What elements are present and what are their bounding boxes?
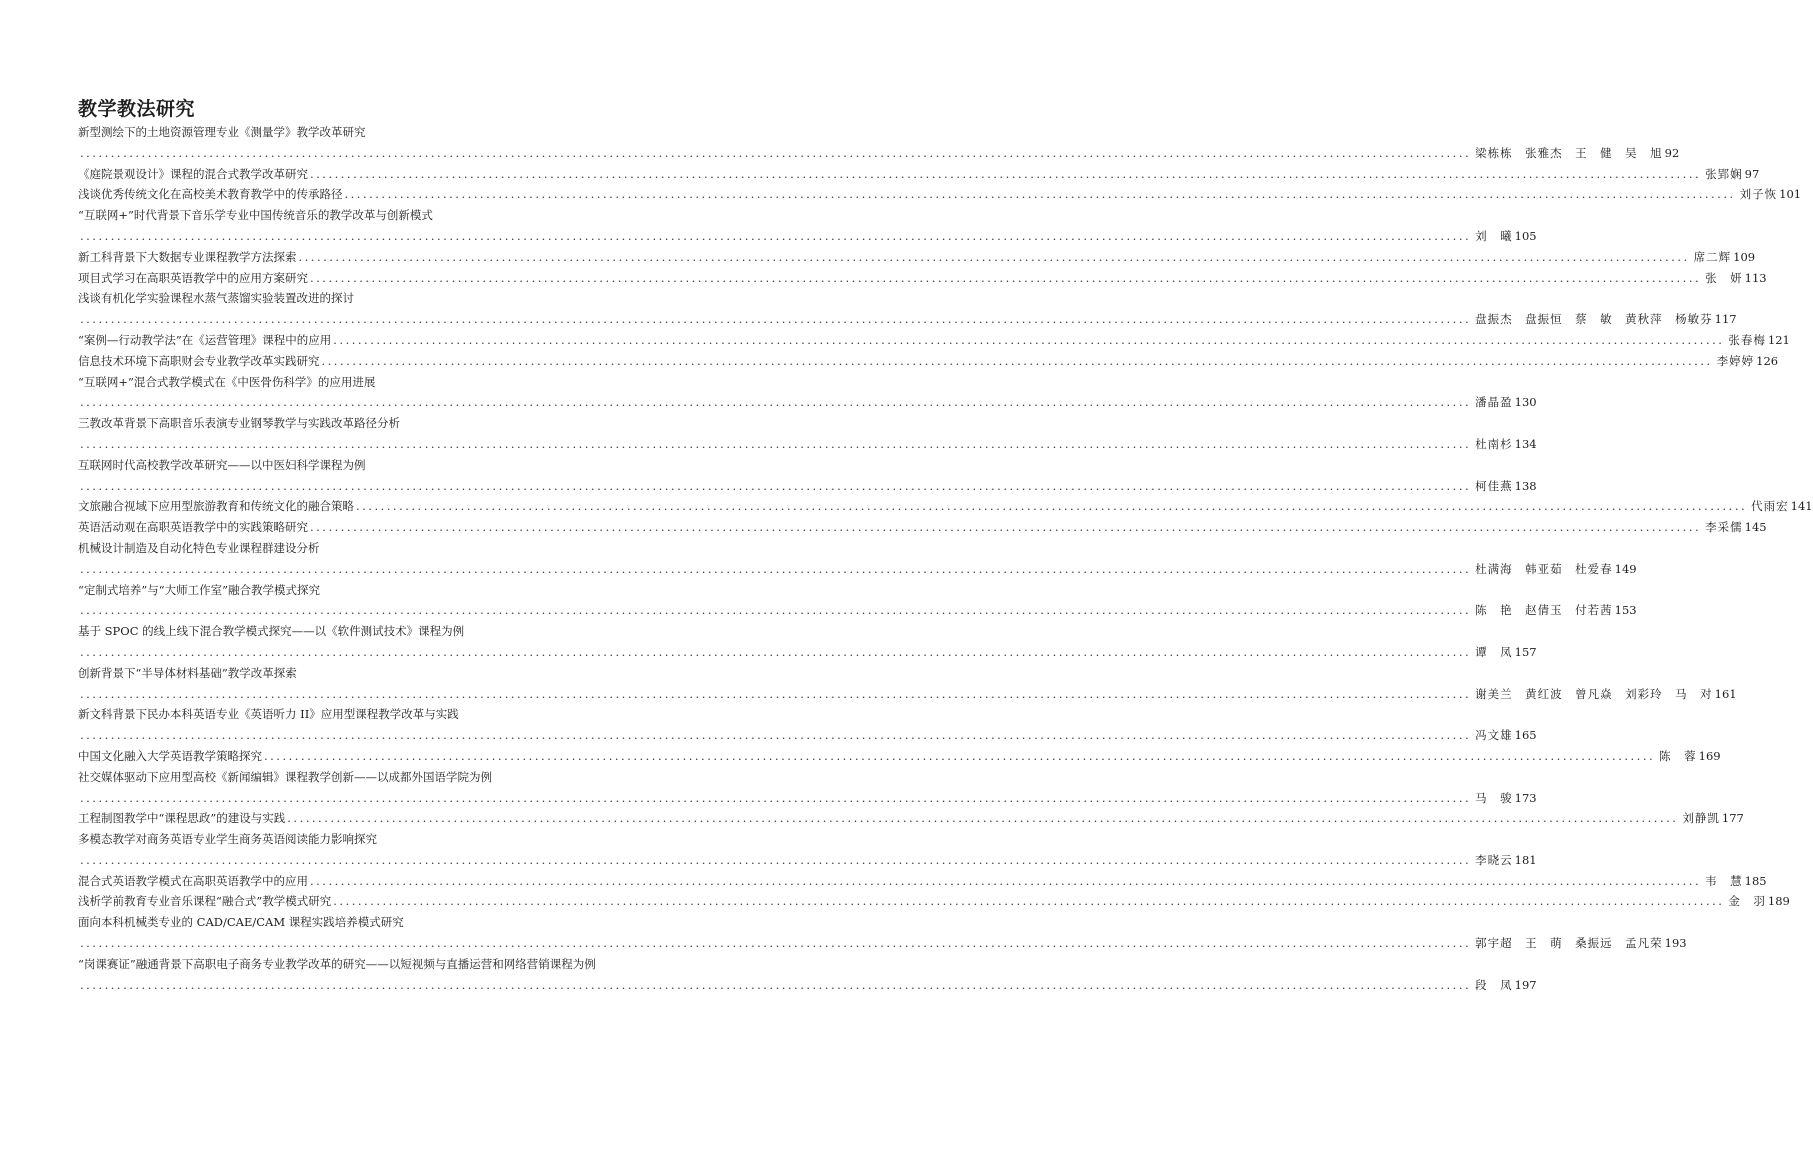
- toc-entry[interactable]: [78, 288, 1737, 330]
- entry-leader-line: [78, 247, 1756, 268]
- entry-leader-line: [78, 268, 1767, 289]
- section-title: 教学教法研究: [78, 98, 196, 120]
- entry-leader-line: [78, 226, 1537, 247]
- toc-entry[interactable]: [78, 808, 1744, 829]
- toc-entry[interactable]: [78, 517, 1767, 538]
- entry-authors: 梁栋栋 张雅杰 王 健 吴 旭: [1475, 145, 1663, 160]
- entry-authors: 杜满海 韩亚茹 杜爱春: [1475, 561, 1613, 576]
- dot-leader: [322, 351, 1713, 372]
- dot-leader: [80, 476, 1471, 497]
- entry-leader-line: [78, 871, 1767, 892]
- entry-title: 多模态教学对商务英语专业学生商务英语阅读能力影响探究: [78, 832, 377, 847]
- entry-authors: 李晓云: [1475, 852, 1513, 867]
- entry-authors: 陈 艳 赵倩玉 付若茜: [1475, 603, 1613, 618]
- entry-leader-line: [78, 600, 1637, 621]
- entry-leader-line: [78, 164, 1760, 185]
- toc-entry[interactable]: [78, 205, 1537, 247]
- entry-leader-line: [78, 808, 1744, 829]
- toc-entry[interactable]: [78, 871, 1767, 892]
- entry-leader-line: [78, 392, 1537, 413]
- entry-title: 新文科背景下民办本科英语专业《英语听力 II》应用型课程教学改革与实践: [78, 707, 459, 722]
- entry-title: 浅谈优秀传统文化在高校美术教育教学中的传承路径: [78, 187, 343, 202]
- dot-leader: [333, 330, 1724, 351]
- entry-title: 浅析学前教育专业音乐课程“融合式”教学模式研究: [78, 894, 332, 909]
- dot-leader: [80, 850, 1471, 871]
- toc-entry[interactable]: [78, 496, 1813, 517]
- entry-title: 基于 SPOC 的线上线下混合教学模式探究——以《软件测试技术》课程为例: [78, 624, 465, 639]
- entry-title: 《庭院景观设计》课程的混合式教学改革研究: [78, 166, 308, 181]
- entry-page-number: 169: [1698, 748, 1721, 763]
- toc-entry[interactable]: [78, 704, 1537, 746]
- toc-list: [78, 122, 1813, 995]
- entry-page-number: 141: [1790, 499, 1813, 514]
- entry-page-number: 109: [1733, 249, 1756, 264]
- dot-leader: [80, 788, 1471, 809]
- entry-title: 新工科背景下大数据专业课程教学方法探索: [78, 249, 297, 264]
- entry-leader-line: [78, 434, 1537, 455]
- dot-leader: [80, 725, 1471, 746]
- entry-title: “互联网+”混合式教学模式在《中医骨伤科学》的应用进展: [78, 374, 376, 389]
- entry-page-number: 149: [1614, 561, 1637, 576]
- dot-leader: [310, 871, 1701, 892]
- entry-title: 互联网时代高校教学改革研究——以中医妇科学课程为例: [78, 457, 366, 472]
- dot-leader: [80, 642, 1471, 663]
- dot-leader: [310, 164, 1701, 185]
- dot-leader: [310, 268, 1701, 289]
- entry-leader-line: [78, 496, 1813, 517]
- entry-title: 混合式英语教学模式在高职英语教学中的应用: [78, 873, 308, 888]
- entry-title: 信息技术环境下高职财会专业教学改革实践研究: [78, 353, 320, 368]
- entry-leader-line: [78, 642, 1537, 663]
- entry-page-number: 197: [1514, 977, 1537, 992]
- entry-authors: 张 妍: [1705, 270, 1743, 285]
- toc-entry[interactable]: [78, 164, 1760, 185]
- entry-authors: 冯文雄: [1475, 728, 1513, 743]
- toc-entry[interactable]: [78, 663, 1737, 705]
- entry-page-number: 189: [1767, 894, 1790, 909]
- entry-page-number: 177: [1721, 811, 1744, 826]
- entry-title: “定制式培养”与“大师工作室”融合教学模式探究: [78, 582, 321, 597]
- toc-entry[interactable]: [78, 621, 1537, 663]
- entry-leader-line: [78, 684, 1737, 705]
- toc-entry[interactable]: [78, 954, 1537, 996]
- entry-authors: 陈 蓉: [1659, 748, 1697, 763]
- dot-leader: [80, 392, 1471, 413]
- entry-page-number: 181: [1514, 852, 1537, 867]
- entry-title: 英语活动观在高职英语教学中的实践策略研究: [78, 520, 308, 535]
- entry-page-number: 105: [1514, 228, 1537, 243]
- entry-page-number: 138: [1514, 478, 1537, 493]
- entry-page-number: 193: [1664, 936, 1687, 951]
- dot-leader: [264, 746, 1655, 767]
- entry-authors: 李采儒: [1705, 520, 1743, 535]
- dot-leader: [80, 600, 1471, 621]
- entry-title: 浅谈有机化学实验课程水蒸气蒸馏实验装置改进的探讨: [78, 291, 354, 306]
- entry-authors: 谢美兰 黄红波 曾凡焱 刘彩玲 马 对: [1475, 686, 1713, 701]
- toc-entry[interactable]: [78, 580, 1637, 622]
- entry-page-number: 126: [1756, 353, 1779, 368]
- toc-entry[interactable]: [78, 413, 1537, 455]
- dot-leader: [287, 808, 1678, 829]
- entry-leader-line: [78, 517, 1767, 538]
- entry-authors: 张春梅: [1728, 332, 1766, 347]
- entry-leader-line: [78, 725, 1537, 746]
- dot-leader: [80, 975, 1471, 996]
- toc-entry[interactable]: [78, 330, 1790, 351]
- dot-leader: [80, 933, 1471, 954]
- entry-page-number: 92: [1664, 145, 1680, 160]
- toc-entry[interactable]: [78, 184, 1802, 205]
- entry-title: 社交媒体驱动下应用型高校《新闻编辑》课程教学创新——以成都外国语学院为例: [78, 769, 492, 784]
- entry-page-number: 134: [1514, 436, 1537, 451]
- dot-leader: [356, 496, 1747, 517]
- entry-page-number: 101: [1779, 187, 1802, 202]
- dot-leader: [299, 247, 1690, 268]
- entry-authors: 马 骏: [1475, 790, 1513, 805]
- entry-leader-line: [78, 351, 1779, 372]
- dot-leader: [80, 684, 1471, 705]
- entry-leader-line: [78, 330, 1790, 351]
- dot-leader: [80, 434, 1471, 455]
- entry-authors: 柯佳燕: [1475, 478, 1513, 493]
- entry-page-number: 145: [1744, 520, 1767, 535]
- entry-leader-line: [78, 850, 1537, 871]
- entry-page-number: 161: [1714, 686, 1737, 701]
- entry-authors: 李婷婷: [1716, 353, 1755, 368]
- entry-title: 文旅融合视域下应用型旅游教育和传统文化的融合策略: [78, 499, 354, 514]
- dot-leader: [310, 517, 1701, 538]
- entry-authors: 段 凤: [1475, 977, 1513, 992]
- entry-page-number: 130: [1514, 395, 1537, 410]
- toc-entry[interactable]: [78, 351, 1779, 372]
- entry-title: 新型测绘下的土地资源管理专业《测量学》教学改革研究: [78, 125, 366, 139]
- entry-leader-line: [78, 933, 1687, 954]
- entry-leader-line: [78, 559, 1637, 580]
- entry-authors: 潘晶盈: [1475, 395, 1513, 410]
- dot-leader: [333, 891, 1724, 912]
- toc-entry[interactable]: [78, 372, 1537, 414]
- toc-entry[interactable]: [78, 268, 1767, 289]
- entry-title: 创新背景下“半导体材料基础”教学改革探索: [78, 665, 297, 680]
- entry-authors: 张郢娴: [1705, 166, 1743, 181]
- entry-title: 面向本科机械类专业的 CAD/CAE/CAM 课程实践培养模式研究: [78, 915, 404, 930]
- entry-leader-line: [78, 975, 1537, 996]
- entry-page-number: 173: [1514, 790, 1537, 805]
- entry-title: 机械设计制造及自动化特色专业课程群建设分析: [78, 540, 320, 555]
- entry-title: 项目式学习在高职英语教学中的应用方案研究: [78, 270, 308, 285]
- entry-page-number: 185: [1744, 873, 1767, 888]
- entry-title: “案例—行动教学法”在《运营管理》课程中的应用: [78, 332, 332, 347]
- entry-title: “岗课赛证”融通背景下高职电子商务专业教学改革的研究——以短视频与直播运营和网络营销课程为例: [78, 956, 596, 971]
- toc-entry[interactable]: [78, 455, 1537, 497]
- toc-entry[interactable]: [78, 829, 1537, 871]
- entry-title: 三教改革背景下高职音乐表演专业钢琴教学与实践改革路径分析: [78, 416, 400, 431]
- entry-authors: 刘静凯: [1682, 811, 1720, 826]
- toc-entry[interactable]: [78, 746, 1721, 767]
- toc-entry[interactable]: [78, 122, 1680, 164]
- entry-authors: 郭宇超 王 萌 桑振远 孟凡荣: [1475, 936, 1663, 951]
- toc-entry[interactable]: [78, 767, 1537, 809]
- toc-page: [78, 96, 1813, 995]
- entry-leader-line: [78, 891, 1790, 912]
- entry-leader-line: [78, 184, 1802, 205]
- entry-title: “互联网+”时代背景下音乐学专业中国传统音乐的教学改革与创新模式: [78, 208, 433, 223]
- entry-leader-line: [78, 143, 1680, 164]
- entry-title: 工程制图教学中“课程思政”的建设与实践: [78, 811, 286, 826]
- dot-leader: [80, 226, 1471, 247]
- entry-authors: 谭 凤: [1475, 644, 1513, 659]
- entry-page-number: 153: [1614, 603, 1637, 618]
- entry-authors: 金 羽: [1728, 894, 1766, 909]
- entry-title: 中国文化融入大学英语教学策略探究: [78, 748, 262, 763]
- entry-authors: 代雨宏: [1751, 499, 1789, 514]
- toc-entry[interactable]: [78, 538, 1637, 580]
- entry-leader-line: [78, 746, 1721, 767]
- entry-authors: 刘 曦: [1475, 228, 1513, 243]
- entry-page-number: 165: [1514, 728, 1537, 743]
- toc-entry[interactable]: [78, 247, 1756, 268]
- entry-authors: 杜南杉: [1475, 436, 1513, 451]
- entry-authors: 席二辉: [1693, 249, 1732, 264]
- entry-authors: 刘子恢: [1739, 187, 1778, 202]
- dot-leader: [80, 559, 1471, 580]
- entry-page-number: 121: [1767, 332, 1790, 347]
- entry-leader-line: [78, 788, 1537, 809]
- entry-page-number: 97: [1744, 166, 1760, 181]
- entry-page-number: 117: [1714, 312, 1737, 327]
- entry-authors: 盘振杰 盘振恒 蔡 敏 黄秋萍 杨敏芬: [1475, 312, 1713, 327]
- toc-entry[interactable]: [78, 912, 1687, 954]
- entry-page-number: 157: [1514, 644, 1537, 659]
- dot-leader: [80, 143, 1471, 164]
- entry-leader-line: [78, 309, 1737, 330]
- toc-entry[interactable]: [78, 891, 1790, 912]
- dot-leader: [80, 309, 1471, 330]
- entry-authors: 韦 慧: [1705, 873, 1743, 888]
- entry-page-number: 113: [1744, 270, 1767, 285]
- entry-leader-line: [78, 476, 1537, 497]
- dot-leader: [345, 184, 1736, 205]
